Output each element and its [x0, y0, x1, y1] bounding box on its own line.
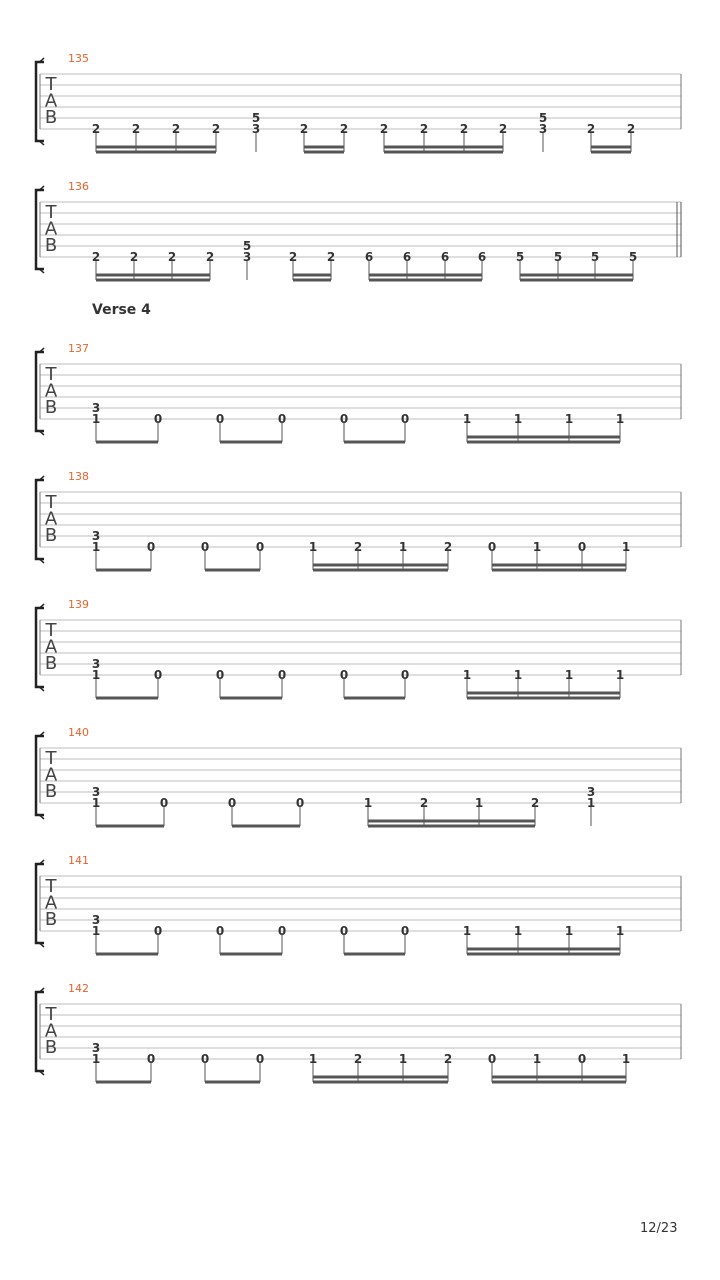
fret-number: 1 — [621, 540, 631, 554]
fret-number: 3 — [91, 785, 101, 799]
fret-number: 1 — [615, 668, 625, 682]
fret-number: 1 — [462, 668, 472, 682]
fret-number: 5 — [590, 250, 600, 264]
fret-number: 6 — [440, 250, 450, 264]
fret-number: 0 — [577, 1052, 587, 1066]
tab-clef-b: B — [44, 107, 58, 128]
section-label: Verse 4 — [92, 302, 151, 318]
tab-clef-a: A — [44, 1020, 58, 1042]
fret-number: 6 — [477, 250, 487, 264]
measure-number: 140 — [68, 726, 89, 739]
tab-clef-t: T — [45, 492, 57, 513]
fret-number: 2 — [299, 122, 309, 136]
fret-number: 1 — [513, 924, 523, 938]
fret-number: 0 — [215, 668, 225, 682]
measure-number: 139 — [68, 598, 89, 611]
fret-number: 1 — [308, 540, 318, 554]
tab-clef-a: A — [44, 764, 58, 786]
tab-clef-t: T — [45, 1004, 57, 1025]
fret-number: 3 — [586, 785, 596, 799]
tab-clef-a: A — [44, 380, 58, 402]
fret-number: 2 — [498, 122, 508, 136]
fret-number: 2 — [530, 796, 540, 810]
fret-number: 2 — [419, 122, 429, 136]
fret-number: 2 — [171, 122, 181, 136]
fret-number: 0 — [200, 1052, 210, 1066]
fret-number: 2 — [326, 250, 336, 264]
fret-number: 6 — [402, 250, 412, 264]
fret-number: 0 — [159, 796, 169, 810]
tab-clef-a: A — [44, 508, 58, 530]
fret-number: 0 — [277, 412, 287, 426]
fret-number: 0 — [255, 1052, 265, 1066]
fret-number: 2 — [459, 122, 469, 136]
fret-number: 5 — [538, 111, 548, 125]
fret-number: 2 — [129, 250, 139, 264]
fret-number: 0 — [153, 668, 163, 682]
fret-number: 1 — [91, 1052, 101, 1066]
fret-number: 1 — [363, 796, 373, 810]
fret-number: 1 — [398, 540, 408, 554]
tab-clef-a: A — [44, 636, 58, 658]
fret-number: 1 — [586, 796, 596, 810]
fret-number: 3 — [91, 401, 101, 415]
fret-number: 5 — [515, 250, 525, 264]
fret-number: 5 — [242, 239, 252, 253]
fret-number: 1 — [615, 924, 625, 938]
fret-number: 0 — [487, 540, 497, 554]
fret-number: 2 — [91, 250, 101, 264]
fret-number: 2 — [167, 250, 177, 264]
fret-number: 2 — [586, 122, 596, 136]
fret-number: 0 — [255, 540, 265, 554]
fret-number: 0 — [339, 924, 349, 938]
fret-number: 1 — [398, 1052, 408, 1066]
fret-number: 1 — [91, 796, 101, 810]
fret-number: 1 — [462, 924, 472, 938]
fret-number: 1 — [564, 412, 574, 426]
fret-number: 1 — [564, 668, 574, 682]
fret-number: 1 — [532, 540, 542, 554]
fret-number: 2 — [288, 250, 298, 264]
fret-number: 0 — [339, 668, 349, 682]
tab-clef-b: B — [44, 525, 58, 546]
fret-number: 6 — [364, 250, 374, 264]
fret-number: 1 — [91, 540, 101, 554]
fret-number: 0 — [400, 924, 410, 938]
measure-number: 141 — [68, 854, 89, 867]
fret-number: 3 — [91, 657, 101, 671]
tab-clef-t: T — [45, 74, 57, 95]
fret-number: 0 — [277, 668, 287, 682]
measure-number: 137 — [68, 342, 89, 355]
tab-clef-t: T — [45, 876, 57, 897]
fret-number: 1 — [91, 412, 101, 426]
fret-number: 2 — [353, 540, 363, 554]
fret-number: 5 — [251, 111, 261, 125]
fret-number: 2 — [211, 122, 221, 136]
fret-number: 0 — [487, 1052, 497, 1066]
fret-number: 5 — [628, 250, 638, 264]
fret-number: 3 — [91, 913, 101, 927]
fret-number: 0 — [295, 796, 305, 810]
fret-number: 1 — [532, 1052, 542, 1066]
fret-number: 1 — [513, 412, 523, 426]
tab-clef-a: A — [44, 218, 58, 240]
measure-number: 135 — [68, 52, 89, 65]
tab-clef-t: T — [45, 620, 57, 641]
fret-number: 2 — [443, 540, 453, 554]
fret-number: 0 — [146, 1052, 156, 1066]
fret-number: 2 — [419, 796, 429, 810]
fret-number: 1 — [474, 796, 484, 810]
fret-number: 1 — [621, 1052, 631, 1066]
fret-number: 0 — [146, 540, 156, 554]
fret-number: 0 — [400, 412, 410, 426]
fret-number: 3 — [251, 122, 261, 136]
fret-number: 0 — [200, 540, 210, 554]
fret-number: 3 — [91, 1041, 101, 1055]
fret-number: 2 — [91, 122, 101, 136]
fret-number: 1 — [462, 412, 472, 426]
page-number: 12/23 — [640, 1221, 678, 1236]
fret-number: 0 — [215, 412, 225, 426]
fret-number: 1 — [91, 924, 101, 938]
fret-number: 1 — [564, 924, 574, 938]
measure-number: 136 — [68, 180, 89, 193]
tab-clef-t: T — [45, 364, 57, 385]
fret-number: 0 — [153, 412, 163, 426]
fret-number: 0 — [400, 668, 410, 682]
tab-clef-t: T — [45, 202, 57, 223]
fret-number: 1 — [91, 668, 101, 682]
fret-number: 2 — [205, 250, 215, 264]
fret-number: 3 — [91, 529, 101, 543]
tab-clef-a: A — [44, 90, 58, 112]
tab-clef-b: B — [44, 781, 58, 802]
fret-number: 0 — [153, 924, 163, 938]
measure-number: 138 — [68, 470, 89, 483]
fret-number: 0 — [227, 796, 237, 810]
tab-clef-b: B — [44, 653, 58, 674]
fret-number: 1 — [513, 668, 523, 682]
fret-number: 0 — [339, 412, 349, 426]
fret-number: 2 — [131, 122, 141, 136]
fret-number: 1 — [308, 1052, 318, 1066]
fret-number: 5 — [553, 250, 563, 264]
fret-number: 2 — [626, 122, 636, 136]
fret-number: 2 — [443, 1052, 453, 1066]
fret-number: 2 — [339, 122, 349, 136]
tab-clef-b: B — [44, 909, 58, 930]
fret-number: 2 — [353, 1052, 363, 1066]
fret-number: 0 — [215, 924, 225, 938]
fret-number: 1 — [615, 412, 625, 426]
tab-clef-t: T — [45, 748, 57, 769]
fret-number: 3 — [242, 250, 252, 264]
fret-number: 0 — [577, 540, 587, 554]
fret-number: 3 — [538, 122, 548, 136]
tab-clef-b: B — [44, 1037, 58, 1058]
fret-number: 0 — [277, 924, 287, 938]
tab-clef-a: A — [44, 892, 58, 914]
measure-number: 142 — [68, 982, 89, 995]
fret-number: 2 — [379, 122, 389, 136]
tab-clef-b: B — [44, 235, 58, 256]
tab-clef-b: B — [44, 397, 58, 418]
